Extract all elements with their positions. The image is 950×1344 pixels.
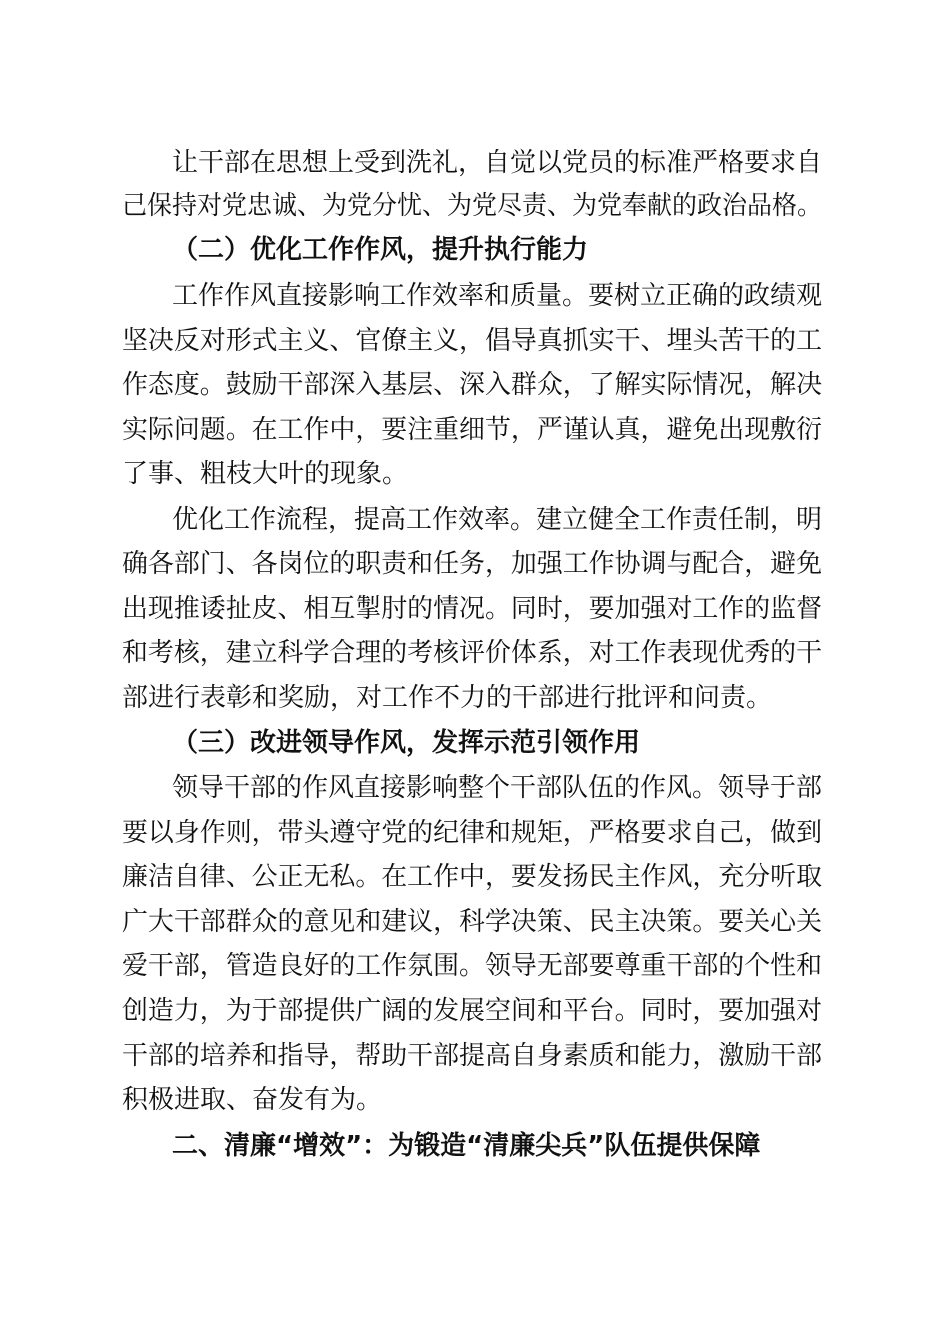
heading-text: 二、清廉“增效”：为锻造“清廉尖兵”队伍提供保障 <box>172 1131 761 1161</box>
line-text: 部进行表彰和奖励，对工作不力的干部进行批评和问责。 <box>122 683 773 713</box>
line-text: 作态度。鼓励干部深入基层、深入群众，了解实际情况，解决 <box>122 370 823 400</box>
paragraph-line <box>0 588 950 631</box>
section-heading <box>0 1125 950 1168</box>
paragraph-line <box>0 320 950 363</box>
line-text: 广大干部群众的意见和建议，科学决策、民主决策。要关心关 <box>122 907 823 937</box>
paragraph-line <box>0 499 950 542</box>
paragraph-line <box>0 901 950 944</box>
paragraph-line <box>0 990 950 1033</box>
paragraph-line <box>0 409 950 452</box>
subsection-heading <box>0 229 950 272</box>
line-text: 坚决反对形式主义、官僚主义，倡导真抓实干、埋头苦干的工 <box>122 326 823 356</box>
paragraph-line <box>0 142 950 185</box>
line-text: 实际问题。在工作中，要注重细节，严谨认真，避免出现敷衍 <box>122 415 823 445</box>
line-text: 领导干部的作风直接影响整个干部队伍的作风。领导于部 <box>172 773 823 803</box>
paragraph-line <box>0 812 950 855</box>
line-text: 优化工作流程，提高工作效率。建立健全工作责任制，明 <box>172 505 823 535</box>
line-text: 和考核，建立科学合理的考核评价体系，对工作表现优秀的干 <box>122 638 823 668</box>
heading-text: （三）改进领导作风，发挥示范引领作用 <box>172 728 641 758</box>
line-text: 爱干部，管造良好的工作氛围。领导无部要尊重干部的个性和 <box>122 951 823 981</box>
heading-text: （二）优化工作作风，提升执行能力 <box>172 235 589 265</box>
line-text: 让干部在思想上受到洗礼，自觉以党员的标准严格要求自 <box>172 148 823 178</box>
subsection-heading <box>0 722 950 765</box>
paragraph-line <box>0 543 950 586</box>
paragraph-line <box>0 185 950 228</box>
paragraph-line <box>0 1079 950 1122</box>
paragraph-line <box>0 945 950 988</box>
paragraph-line <box>0 767 950 810</box>
line-text: 工作作风直接影响工作效率和质量。要树立正确的政绩观 <box>172 281 823 311</box>
paragraph-line <box>0 856 950 899</box>
line-text: 出现推诿扯皮、相互掣肘的情况。同时，要加强对工作的监督 <box>122 594 823 624</box>
line-text: 要以身作则，带头遵守党的纪律和规矩，严格要求自己，做到 <box>122 818 823 848</box>
paragraph-line <box>0 453 950 496</box>
paragraph-line <box>0 1035 950 1078</box>
line-text: 积极进取、奋发有为。 <box>122 1085 383 1115</box>
line-text: 廉洁自律、公正无私。在工作中，要发扬民主作风，充分听取 <box>122 862 823 892</box>
line-text: 了事、粗枝大叶的现象。 <box>122 459 409 489</box>
line-text: 确各部门、各岗位的职责和任务，加强工作协调与配合，避免 <box>122 549 823 579</box>
line-text: 干部的培养和指导，帮助干部提高自身素质和能力，激励干部 <box>122 1041 823 1071</box>
paragraph-line <box>0 677 950 720</box>
line-text: 创造力，为于部提供广阔的发展空间和平台。同时，要加强对 <box>122 996 823 1026</box>
paragraph-line <box>0 364 950 407</box>
paragraph-line <box>0 632 950 675</box>
line-text: 己保持对党忠诚、为党分忧、为党尽责、为党奉献的政治品格。 <box>122 191 823 221</box>
paragraph-line <box>0 275 950 318</box>
